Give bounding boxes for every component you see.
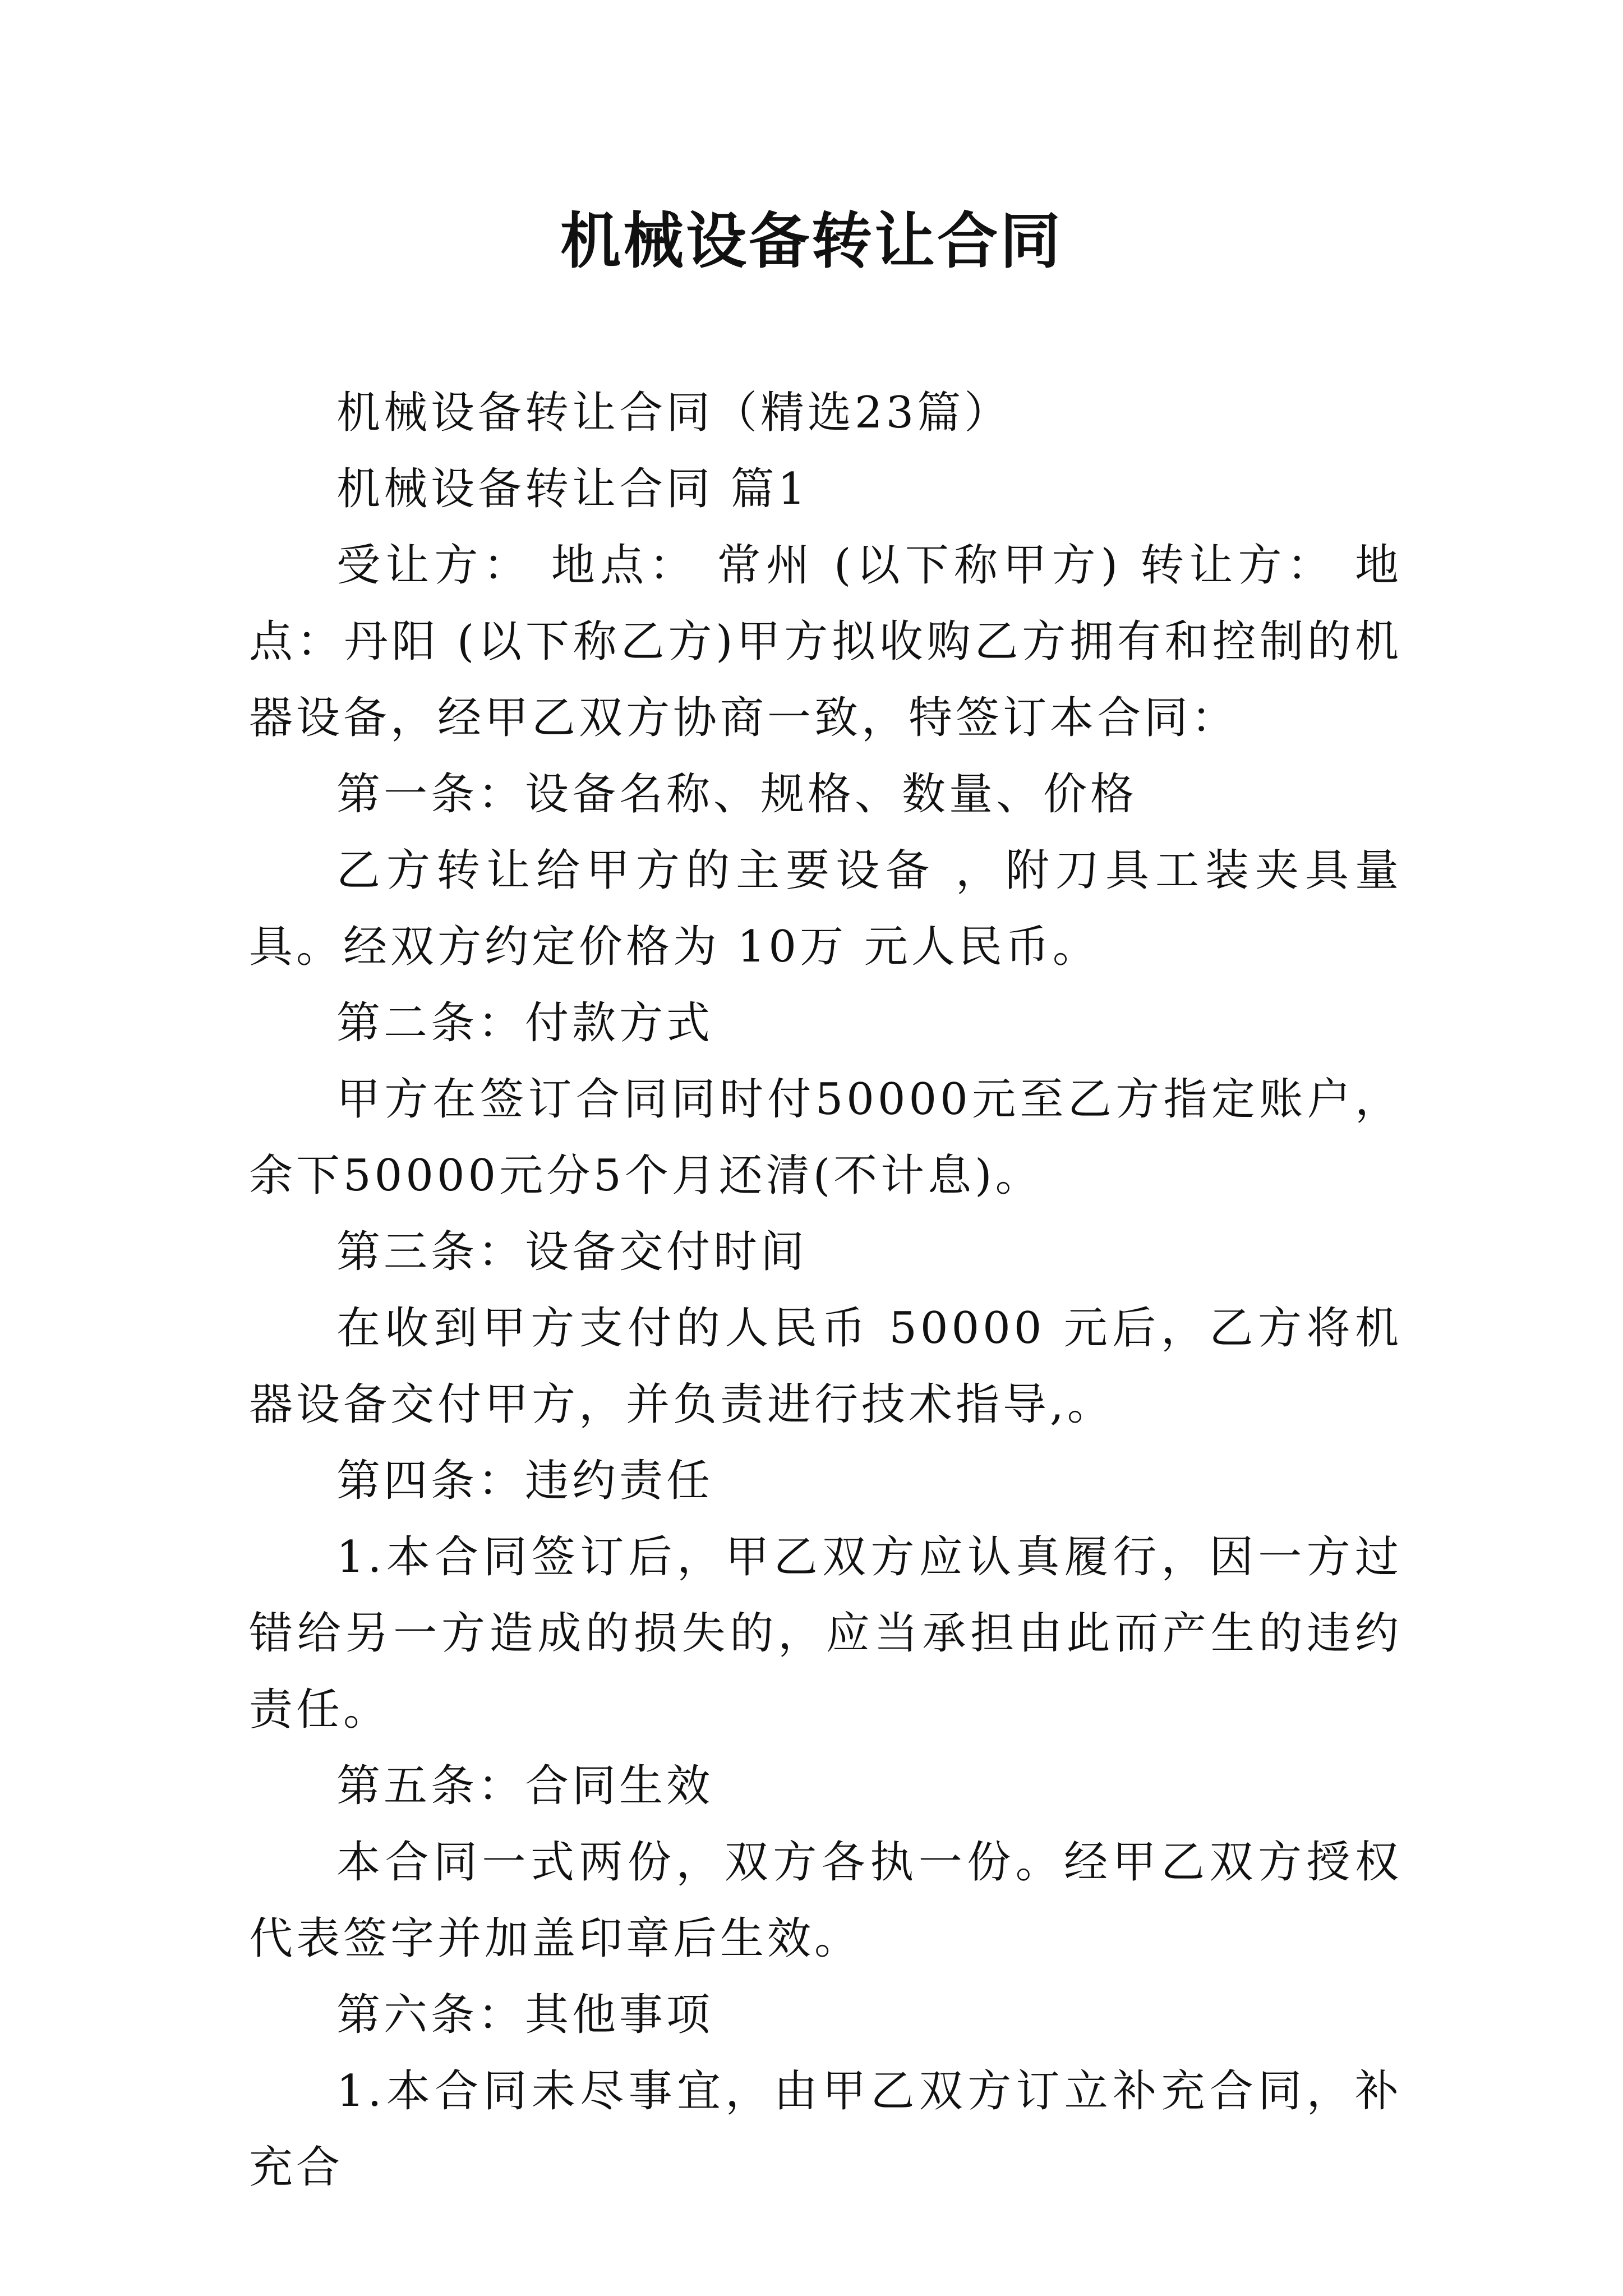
clause-6-heading: 第六条：其他事项: [336, 1990, 714, 2040]
clause-4-text: 1.本合同签订后，甲乙双方应认真履行，因一方过错给另一方造成的损失的，应当承担由此而产生的违约责任。: [249, 1532, 1402, 1735]
clause-2-text: 甲方在签订合同同时付50000元至乙方指定账户，余下50000元分5个月还清(不计息)。: [249, 1074, 1402, 1201]
paragraph-subtitle: 机械设备转让合同（精选23篇）: [336, 388, 1012, 438]
clause-3-text: 在收到甲方支付的人民币 50000 元后，乙方将机器设备交付甲方，并负责进行技术指导,。: [249, 1303, 1402, 1430]
document-title: 机械设备转让合同: [560, 206, 1063, 277]
clause-6-text: 1.本合同未尽事宜，由甲乙双方订立补充合同，补充合: [249, 2066, 1402, 2193]
paragraph-section-heading: 机械设备转让合同 篇1: [336, 464, 809, 514]
clause-5-text: 本合同一式两份，双方各执一份。经甲乙双方授权代表签字并加盖印章后生效。: [249, 1837, 1402, 1964]
document-body: [249, 375, 1402, 2206]
clause-4-heading: 第四条：违约责任: [336, 1456, 714, 1506]
clause-1-heading: 第一条：设备名称、规格、数量、价格: [336, 769, 1138, 820]
clause-2-heading: 第二条：付款方式: [336, 998, 714, 1048]
clause-5-heading: 第五条：合同生效: [336, 1761, 714, 1811]
clause-1-text: 乙方转让给甲方的主要设备 ，附刀具工装夹具量具。经双方约定价格为 10万 元人民币。: [249, 845, 1402, 972]
clause-3-heading: 第三条：设备交付时间: [336, 1227, 808, 1277]
paragraph-parties: 受让方： 地点： 常州 (以下称甲方) 转让方： 地点：丹阳 (以下称乙方)甲方拟收购乙方拥有和控制的机器设备，经甲乙双方协商一致，特签订本合同：: [249, 540, 1402, 743]
